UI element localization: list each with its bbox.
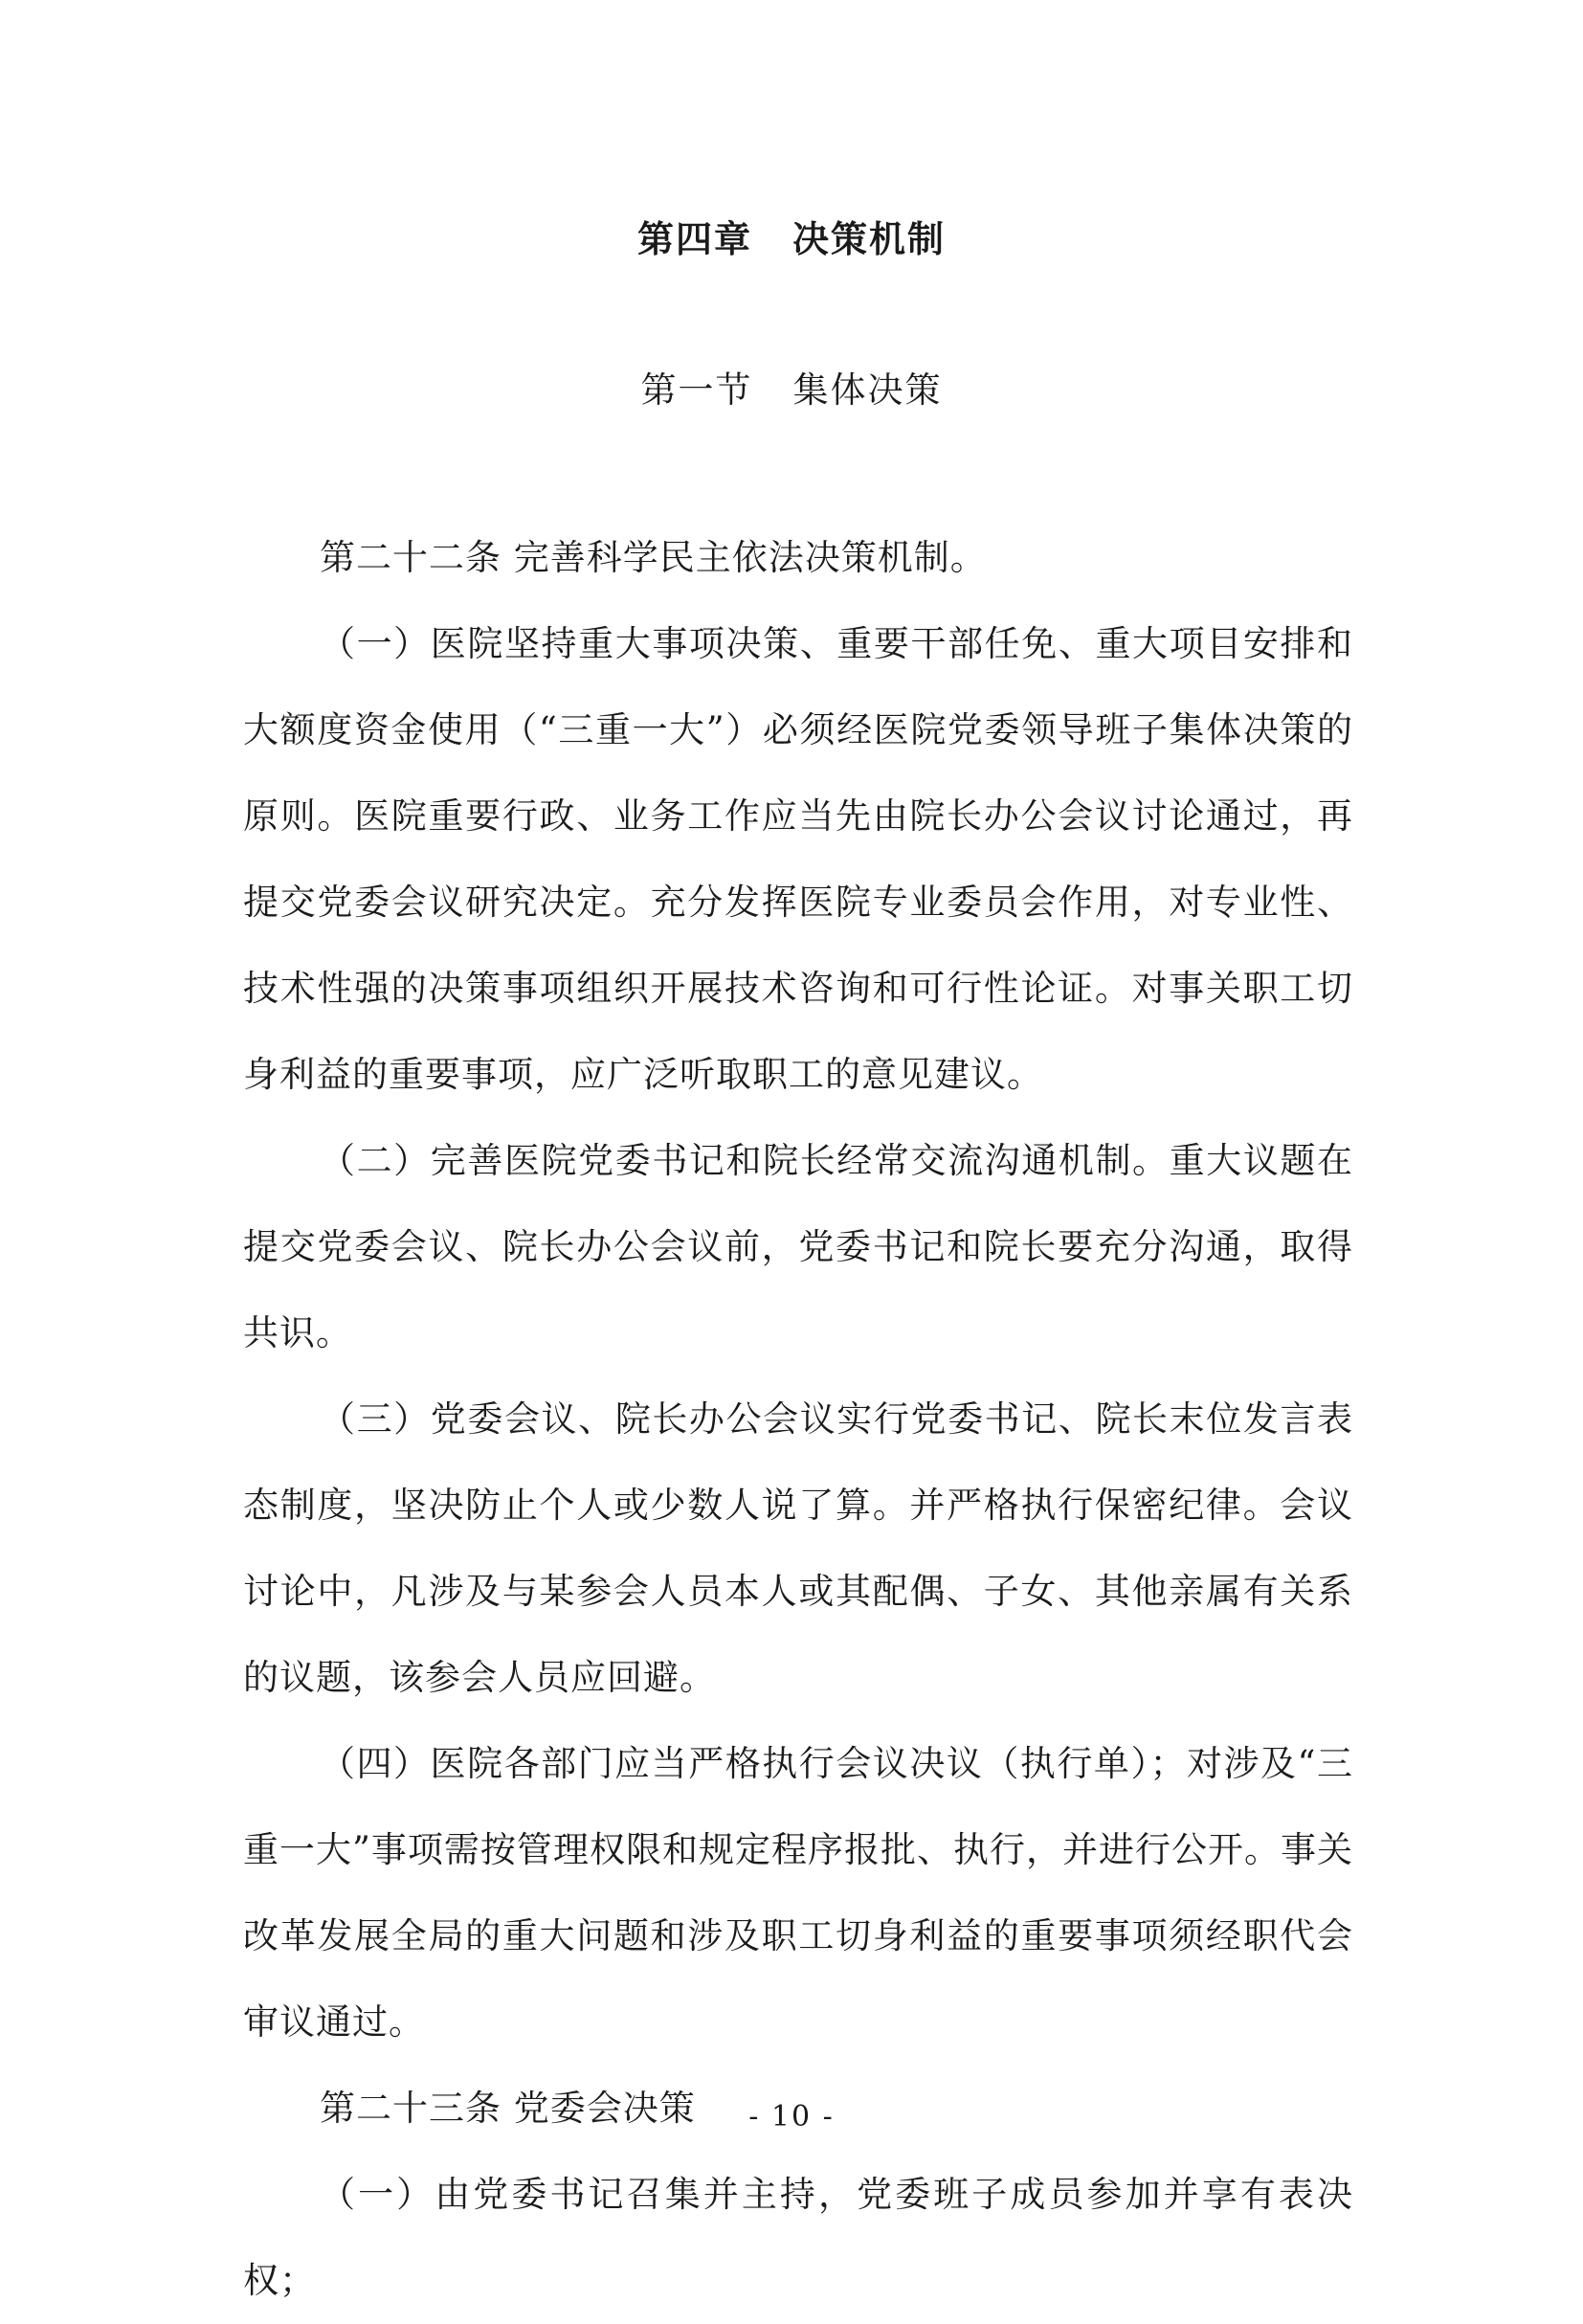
chapter-heading	[0, 212, 1583, 266]
chapter-title: 决策机制	[792, 218, 947, 260]
page-number: - 10 -	[748, 2100, 835, 2134]
section-title: 集体决策	[792, 369, 943, 411]
document-body	[243, 515, 1353, 2324]
article-22-clause-2: （二）完善医院党委书记和院长经常交流沟通机制。重大议题在提交党委会议、院长办公会议前，党委书记和院长要充分沟通，取得共识。	[243, 1140, 1353, 1353]
section-number: 第一节	[640, 369, 753, 411]
article-22-heading: 第二十二条 完善科学民主依法决策机制。	[320, 537, 987, 578]
article-23-heading: 第二十三条 党委会决策	[320, 2088, 696, 2129]
article-23-clause-1: （一）由党委书记召集并主持，党委班子成员参加并享有表决权；	[243, 2174, 1353, 2301]
article-22-clause-3: （三）党委会议、院长办公会议实行党委书记、院长末位发言表态制度，坚决防止个人或少数人说了算。并严格执行保密纪律。会议讨论中，凡涉及与某参会人员本人或其配偶、子女、其他亲属有关系的议题，该参会人员应回避。	[243, 1398, 1353, 1698]
article-22-clause-4: （四）医院各部门应当严格执行会议决议（执行单）；对涉及“三重一大”事项需按管理权限和规定程序报批、执行，并进行公开。事关改革发展全局的重大问题和涉及职工切身利益的重要事项须经职代会审议通过。	[243, 1743, 1353, 2043]
article-22-clause-1: （一）医院坚持重大事项决策、重要干部任免、重大项目安排和大额度资金使用（“三重一大”）必须经医院党委领导班子集体决策的原则。医院重要行政、业务工作应当先由院长办公会议讨论通过，再提交党委会议研究决定。充分发挥医院专业委员会作用，对专业性、技术性强的决策事项组织开展技术咨询和可行性论证。对事关职工切身利益的重要事项，应广泛听取职工的意见建议。	[243, 623, 1353, 1095]
section-heading	[0, 364, 1583, 417]
chapter-number: 第四章	[636, 218, 752, 260]
